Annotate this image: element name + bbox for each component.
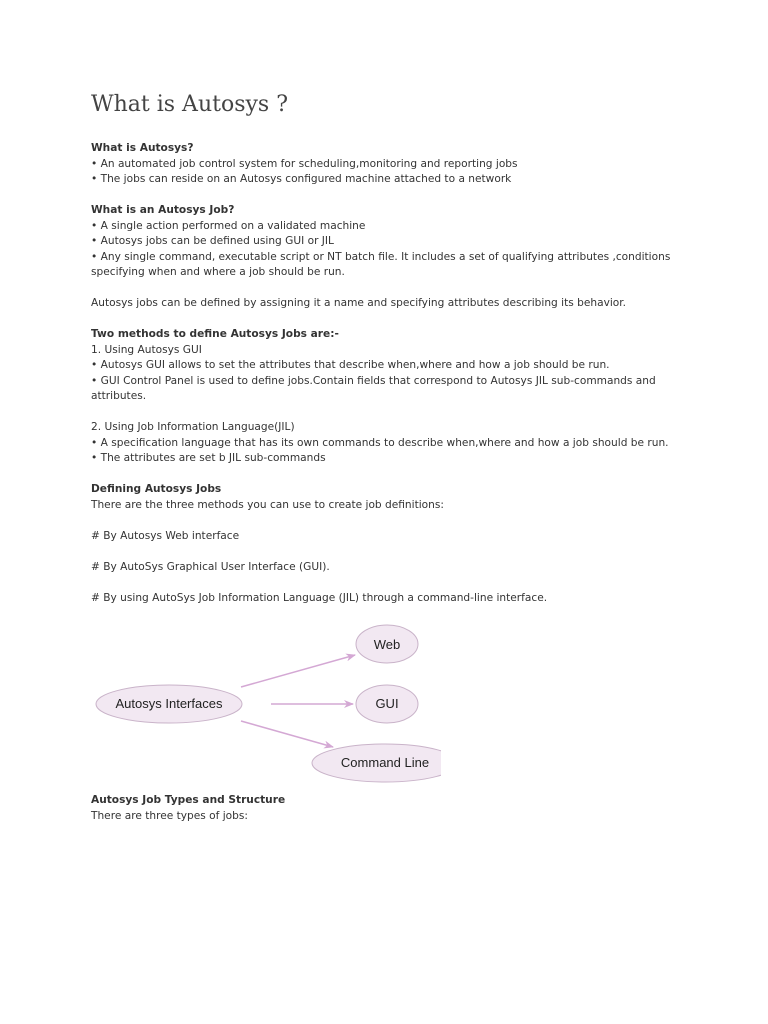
paragraph: There are the three methods you can use to create job definitions: bbox=[91, 498, 444, 511]
section-heading: Defining Autosys Jobs bbox=[91, 483, 222, 495]
list-item: # By Autosys Web interface bbox=[91, 529, 240, 542]
page-title: What is Autosys ? bbox=[91, 92, 288, 117]
section-heading: Autosys Job Types and Structure bbox=[91, 794, 286, 806]
document-body bbox=[91, 90, 691, 606]
section-defining-jobs bbox=[91, 482, 691, 606]
section-autosys-job bbox=[91, 203, 691, 281]
list-item: # By AutoSys Graphical User Interface (GUI). bbox=[91, 560, 330, 573]
method-title: 1. Using Autosys GUI bbox=[91, 343, 202, 356]
bullet-item: • A specification language that has its own commands to describe when,where and how a job should be run. bbox=[91, 436, 669, 449]
arrow-to-web bbox=[241, 655, 355, 687]
bullet-item: • An automated job control system for scheduling,monitoring and reporting jobs bbox=[91, 157, 518, 170]
section-what-is-autosys bbox=[91, 141, 691, 188]
bullet-item: • GUI Control Panel is used to define jobs.Contain fields that correspond to Autosys JIL sub-commands and attributes. bbox=[91, 374, 656, 402]
bullet-item: • A single action performed on a validated machine bbox=[91, 219, 366, 232]
list-item: # By using AutoSys Job Information Language (JIL) through a command-line interface. bbox=[91, 591, 548, 604]
node-label-web: Web bbox=[373, 637, 401, 652]
node-label-command-line: Command Line bbox=[340, 755, 430, 770]
section-heading: Two methods to define Autosys Jobs are:- bbox=[91, 328, 339, 340]
bullet-item: • Autosys jobs can be defined using GUI or JIL bbox=[91, 235, 334, 247]
paragraph: Autosys jobs can be defined by assigning it a name and specifying attributes describing its behavior. bbox=[91, 297, 627, 309]
bullet-item: • The jobs can reside on an Autosys configured machine attached to a network bbox=[91, 173, 512, 185]
bullet-item: • The attributes are set b JIL sub-commands bbox=[91, 452, 326, 464]
section-heading: What is an Autosys Job? bbox=[91, 204, 235, 216]
node-label-source: Autosys Interfaces bbox=[115, 696, 223, 711]
bullet-item: • Any single command, executable script or NT batch file. It includes a set of qualifying attributes ,conditions specifying when and where a job should be run. bbox=[91, 250, 671, 278]
arrow-to-command-line bbox=[241, 721, 333, 747]
autosys-interfaces-diagram bbox=[91, 615, 441, 795]
node-label-gui: GUI bbox=[375, 696, 399, 711]
paragraph: There are three types of jobs: bbox=[91, 809, 248, 822]
bullet-item: • Autosys GUI allows to set the attributes that describe when,where and how a job should be run. bbox=[91, 359, 610, 371]
section-job-types bbox=[91, 793, 691, 824]
method-title: 2. Using Job Information Language(JIL) bbox=[91, 421, 295, 433]
section-heading: What is Autosys? bbox=[91, 142, 194, 154]
section-two-methods bbox=[91, 327, 691, 467]
